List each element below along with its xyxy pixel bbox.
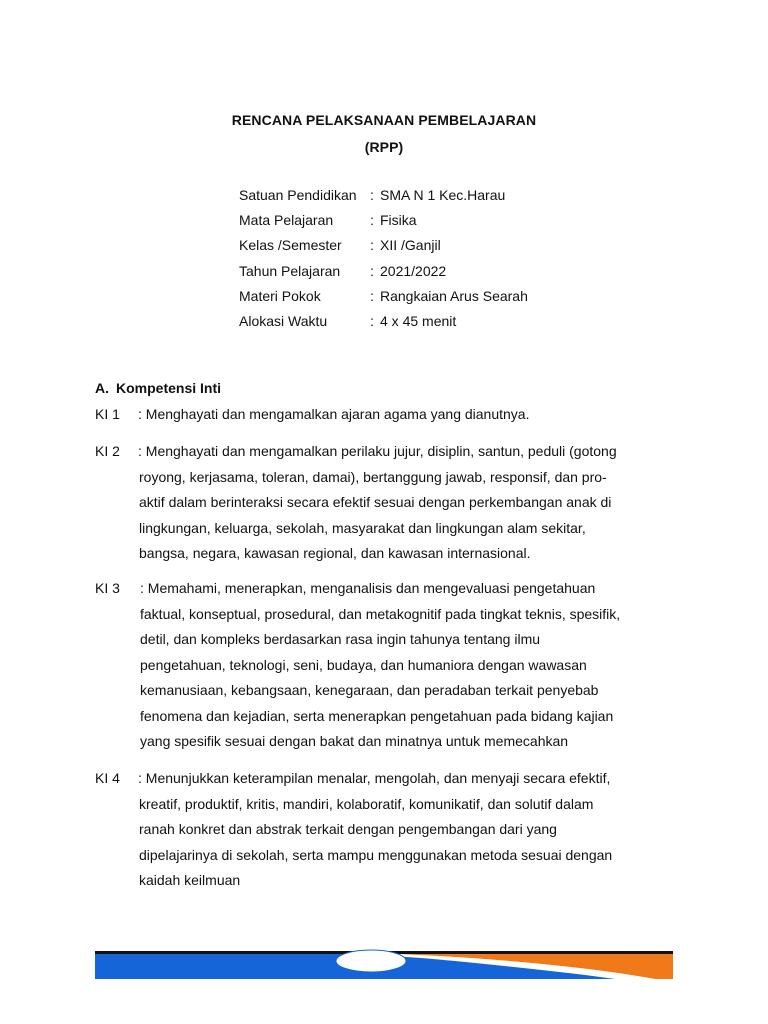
section-heading-kompetensi-inti [95, 380, 221, 396]
identity-colon: : [370, 287, 374, 304]
ki-line: dipelajarinya di sekolah, serta mampu menggunakan metoda sesuai dengan [139, 846, 613, 863]
ki-line: ranah konkret dan abstrak terkait dengan pengembangan dari yang [139, 821, 557, 837]
footer-decoration [95, 944, 673, 980]
ki-line: yang spesifik sesuai dengan bakat dan minatnya untuk memecahkan [140, 733, 569, 749]
section-letter: A. [95, 380, 109, 396]
ki-line: : Memahami, menerapkan, menganalisis dan mengevaluasi pengetahuan [140, 580, 596, 596]
identity-row-materi-pokok [239, 288, 528, 313]
identity-value: XII /Ganjil [380, 237, 441, 254]
identity-row-kelas-semester [239, 237, 528, 262]
identity-colon: : [370, 212, 374, 229]
identity-colon: : [370, 237, 374, 254]
identity-value: SMA N 1 Kec.Harau [380, 187, 506, 203]
footer-oval-emblem [336, 950, 406, 972]
identity-row-satuan-pendidikan [239, 187, 528, 212]
document-title: RENCANA PELAKSANAAN PEMBELAJARAN [231, 112, 537, 128]
ki-line: royong, kerjasama, toleran, damai), bertanggung jawab, responsif, dan pro- [139, 468, 607, 485]
document-subtitle: (RPP) [364, 139, 404, 155]
identity-table [239, 187, 528, 338]
identity-value: Fisika [380, 212, 417, 229]
ki-line: pengetahuan, teknologi, seni, budaya, dan humaniora dengan wawasan [140, 656, 587, 673]
identity-label: Alokasi Waktu [239, 312, 328, 329]
identity-label: Kelas /Semester [239, 237, 342, 254]
ki-line: kemanusiaan, kebangsaan, kenegaraan, dan peradaban terkait penyebab [140, 682, 599, 698]
ki-line: kaidah keilmuan [139, 872, 241, 888]
identity-label: Tahun Pelajaran [239, 262, 341, 279]
identity-value: 4 x 45 menit [380, 312, 457, 329]
ki-line: kreatif, produktif, kritis, mandiri, kolaboratif, komunikatif, dan solutif dalam [139, 795, 594, 812]
identity-value: Rangkaian Arus Searah [380, 287, 528, 304]
ki-line: : Menunjukkan keterampilan menalar, mengolah, dan menyaji secara efektif, [138, 770, 611, 786]
identity-label: Mata Pelajaran [239, 212, 334, 229]
identity-label: Materi Pokok [239, 287, 321, 304]
ki-line: fenomena dan kejadian, serta menerapkan pengetahuan pada bidang kajian [140, 707, 614, 724]
ki-code: KI 4 [95, 770, 120, 786]
ki-text [138, 439, 678, 567]
ki-line: : Menghayati dan mengamalkan perilaku jujur, disiplin, santun, peduli (gotong [138, 443, 617, 459]
identity-colon: : [370, 312, 374, 329]
identity-label: Satuan Pendidikan [239, 187, 357, 203]
ki-line: detil, dan kompleks berdasarkan rasa ingin tahunya tentang ilmu [140, 631, 541, 647]
ki-code: KI 2 [95, 443, 120, 459]
ki-code: KI 3 [95, 580, 120, 596]
identity-colon: : [370, 187, 374, 203]
identity-value: 2021/2022 [380, 262, 447, 279]
ki-line: aktif dalam berinteraksi secara efektif sesuai dengan perkembangan anak di [139, 494, 612, 510]
ki-text [138, 402, 678, 428]
identity-colon: : [370, 262, 374, 279]
identity-row-mata-pelajaran [239, 212, 528, 237]
ki-line: lingkungan, keluarga, sekolah, masyarakat dan lingkungan alam sekitar, [139, 519, 586, 536]
identity-row-tahun-pelajaran [239, 263, 528, 288]
ki-line: : Menghayati dan mengamalkan ajaran agama yang dianutnya. [138, 406, 530, 422]
section-title: Kompetensi Inti [116, 380, 222, 396]
ki-text [140, 576, 680, 755]
ki-text [138, 766, 678, 894]
ki-line: faktual, konseptual, prosedural, dan metakognitif pada tingkat teknis, spesifik, [140, 605, 621, 622]
ki-line: bangsa, negara, kawasan regional, dan kawasan internasional. [139, 545, 531, 561]
ki-code: KI 1 [95, 406, 120, 422]
identity-row-alokasi-waktu [239, 313, 528, 338]
